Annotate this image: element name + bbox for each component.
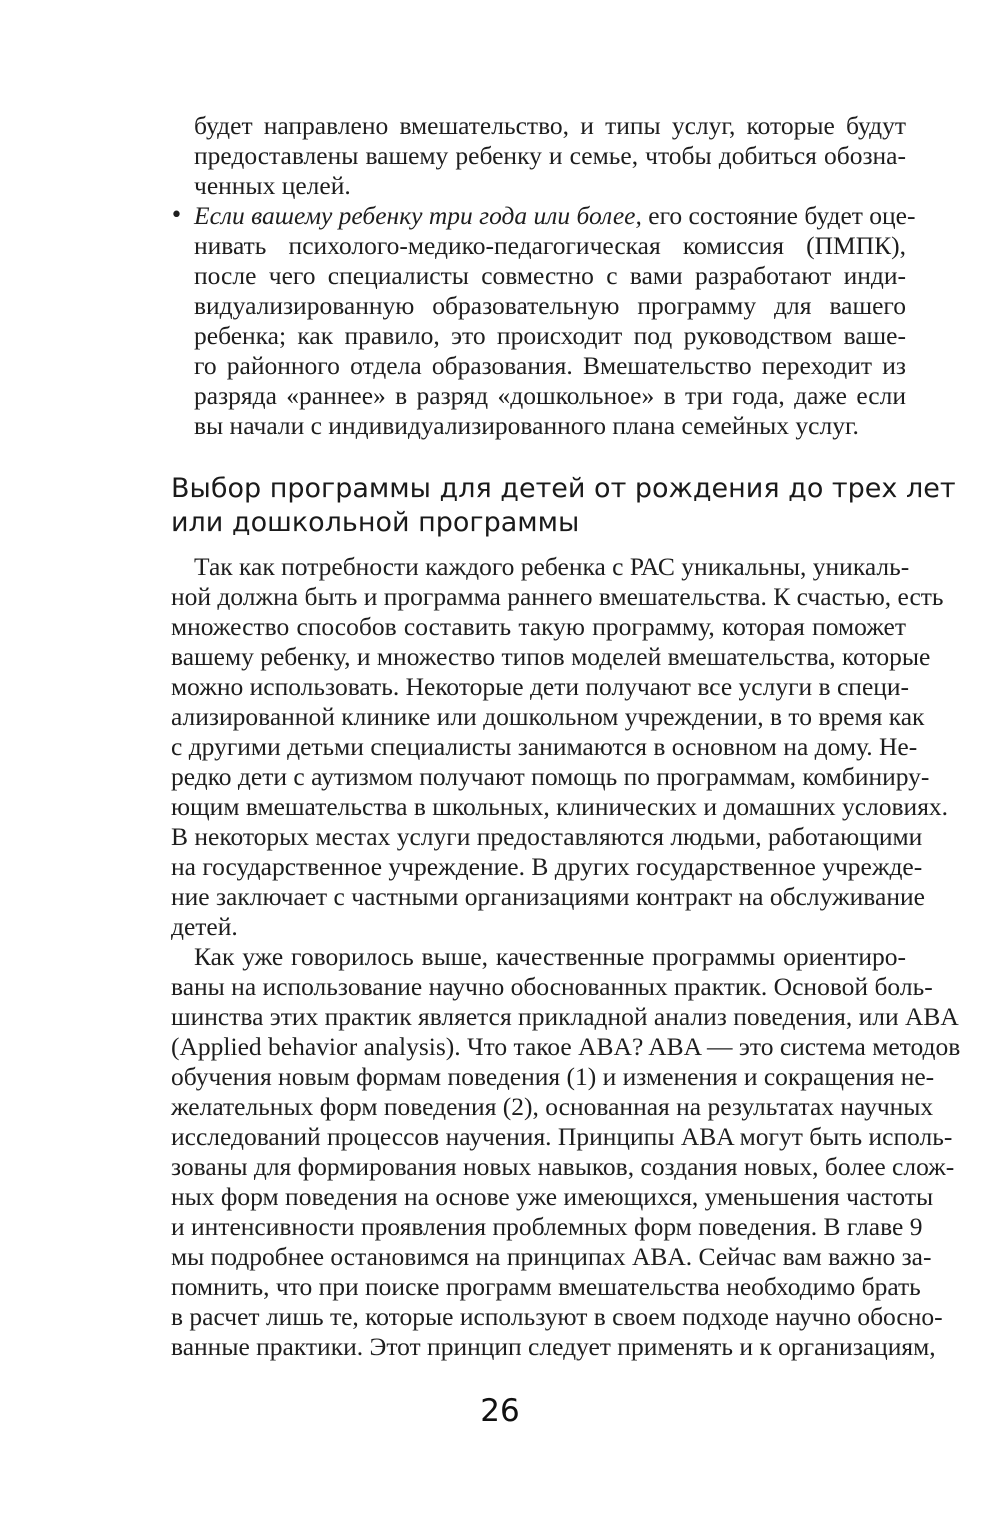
bullet-first-line [194,201,916,231]
text-line: видуализированную образовательную программу для вашего [194,291,906,320]
text-line: ние заключает с частными организациями контракт на обслуживание [171,882,925,911]
text-line: редко дети с аутизмом получают помощь по программам, комбиниру- [171,762,930,791]
text-line: Так как потребности каждого ребенка с РАС уникальны, уникаль- [194,552,910,581]
text-line: В некоторых местах услуги предоставляются людьми, работающими [171,822,923,851]
text-line: зованы для формирования новых навыков, создания новых, более слож- [171,1152,955,1181]
text-line: ребенка; как правило, это происходит под руководством ваше- [194,321,906,350]
text-line: шинства этих практик является прикладной анализ поведения, или ABA [171,1002,959,1031]
text-line: будет направлено вмешательство, и типы услуг, которые будут [194,111,906,140]
text-line: ющим вмешательства в школьных, клинических и домашних условиях. [171,792,949,821]
text-line: ализированной клинике или дошкольном учреждении, в то время как [171,702,925,731]
section-heading-line-1: Выбор программы для детей от рождения до трех лет [171,473,956,504]
text-line: ных форм поведения на основе уже имеющихся, уменьшения частоты [171,1182,934,1211]
text-line: после чего специалисты совместно с вами разработают инди- [194,261,906,290]
text-line: вашему ребенку, и множество типов моделей вмешательства, которые [171,642,931,671]
text-line: ванные практики. Этот принцип следует применять и к организациям, [171,1332,936,1361]
section-heading-line-2: или дошкольной программы [171,507,580,538]
text-line: детей. [171,912,238,941]
text-line: исследований процессов научения. Принципы ABA могут быть исполь- [171,1122,953,1151]
text-line: в расчет лишь те, которые используют в своем подходе научно обосно- [171,1302,943,1331]
text-line: с другими детьми специалисты занимаются в основном на дому. Не- [171,732,918,761]
text-line: можно использовать. Некоторые дети получают все услуги в специ- [171,672,910,701]
text-line: помнить, что при поиске программ вмешательства необходимо брать [171,1272,921,1301]
text-line: нивать психолого-медико-педагогическая комиссия (ПМПК), [194,231,906,260]
text-line: обучения новым формам поведения (1) и изменения и сокращения не- [171,1062,935,1091]
text-line: на государственное учреждение. В других государственное учрежде- [171,852,923,881]
bullet-first-rest: его состояние будет оце- [641,201,916,230]
bullet-marker: • [170,203,183,228]
page-number: 26 [480,1393,520,1429]
italic-lead: Если вашему ребенку три года или более, [194,201,642,230]
text-line: и интенсивности проявления проблемных форм поведения. В главе 9 [171,1212,923,1241]
text-line: ваны на использование научно обоснованных практик. Основой боль- [171,972,933,1001]
text-line: мы подробнее остановимся на принципах ABA. Сейчас вам важно за- [171,1242,932,1271]
text-line: ной должна быть и программа раннего вмешательства. К счастью, есть [171,582,944,611]
text-line: множество способов составить такую программу, которая поможет [171,612,906,641]
text-line: ченных целей. [194,171,351,200]
text-line: разряда «раннее» в разряд «дошкольное» в три года, даже если [194,381,906,410]
text-line: вы начали с индивидуализированного плана семейных услуг. [194,411,859,440]
text-line: желательных форм поведения (2), основанная на результатах научных [171,1092,934,1121]
text-line: (Applied behavior analysis). Что такое ABA? ABA — это система методов [171,1032,961,1061]
text-line: предоставлены вашему ребенку и семье, чтобы добиться обозна- [194,141,906,170]
text-line: Как уже говорилось выше, качественные программы ориентиро- [194,942,906,971]
text-line: го районного отдела образования. Вмешательство переходит из [194,351,906,380]
